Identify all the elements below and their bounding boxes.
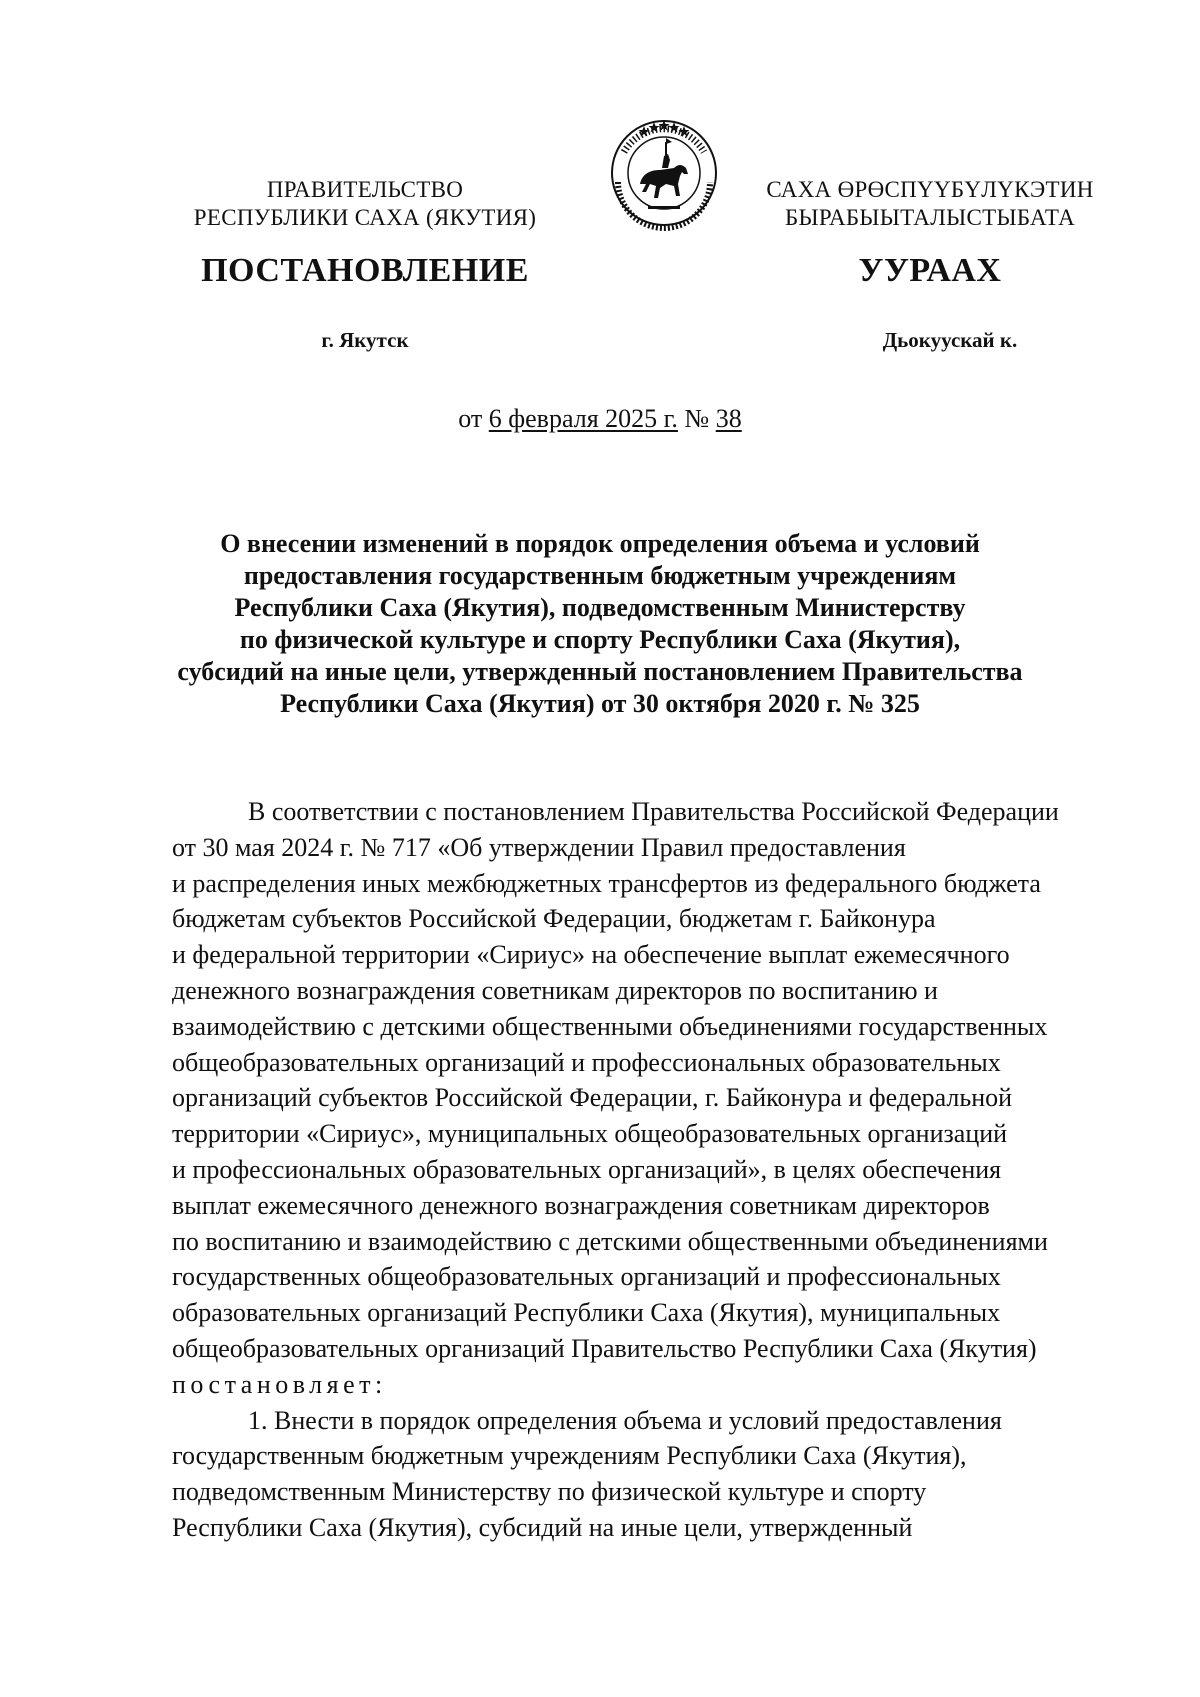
government-name-yakut xyxy=(740,176,1120,232)
body-line: взаимодействию с детскими общественными объединениями государственных xyxy=(172,1011,1048,1041)
title-line: Республики Саха (Якутия), подведомственным Министерству xyxy=(234,593,966,622)
city-yakut: Дьокуускай к. xyxy=(882,328,1018,352)
org-line: РЕСПУБЛИКИ САХА (ЯКУТИЯ) xyxy=(193,205,537,230)
coat-of-arms-icon xyxy=(604,112,724,234)
body-line: денежного вознаграждения советникам директоров по воспитанию и xyxy=(172,975,938,1005)
body-line: Республики Саха (Якутия), субсидий на иные цели, утвержденный xyxy=(172,1512,913,1542)
body-line: по воспитанию и взаимодействию с детскими общественными объединениями xyxy=(172,1226,1048,1256)
resolves-word: постановляет: xyxy=(172,1369,387,1399)
body-line: бюджетам субъектов Российской Федерации, бюджетам г. Байконура xyxy=(172,904,936,934)
document-body xyxy=(172,794,1120,1546)
government-name-russian xyxy=(160,176,570,232)
number-sign: № xyxy=(684,404,710,433)
body-line: 1. Внести в порядок определения объема и условий предоставления xyxy=(248,1405,1002,1435)
body-line: В соответствии с постановлением Правительства Российской Федерации xyxy=(248,797,1059,826)
body-line: государственных общеобразовательных организаций и профессиональных xyxy=(172,1262,1001,1292)
body-line: и распределения иных межбюджетных трансфертов из федерального бюджета xyxy=(172,868,1041,898)
org-line: САХА ӨРӨСПҮҮБҮЛҮКЭТИН xyxy=(766,177,1094,202)
document-date-number xyxy=(0,404,1200,434)
document-type-yakut: УУРААХ xyxy=(858,252,1002,289)
city-russian: г. Якутск xyxy=(321,328,409,352)
title-line: субсидий на иные цели, утвержденный постановлением Правительства xyxy=(177,657,1023,686)
org-line: БЫРАБЫЫТАЛЫСТЫБАТА xyxy=(784,205,1076,230)
body-line: общеобразовательных организаций и профессиональных образовательных xyxy=(172,1047,1001,1077)
title-line: Республики Саха (Якутия) от 30 октября 2020 г. № 325 xyxy=(280,689,920,718)
document-number: 38 xyxy=(715,404,742,433)
body-line: подведомственным Министерству по физической культуре и спорту xyxy=(172,1477,927,1507)
body-line: и профессиональных образовательных организаций», в целях обеспечения xyxy=(172,1154,1002,1184)
document-date: 6 февраля 2025 г. xyxy=(488,404,678,433)
body-line: общеобразовательных организаций Правительство Республики Саха (Якутия) xyxy=(172,1333,1037,1363)
body-line: государственным бюджетным учреждениям Республики Саха (Якутия), xyxy=(172,1441,967,1471)
body-line: и федеральной территории «Сириус» на обеспечение выплат ежемесячного xyxy=(172,940,1010,970)
document-type-russian: ПОСТАНОВЛЕНИЕ xyxy=(201,252,529,289)
body-line: территории «Сириус», муниципальных общеобразовательных организаций xyxy=(172,1119,1008,1149)
title-line: О внесении изменений в порядок определения объема и условий xyxy=(220,529,980,558)
body-line: образовательных организаций Республики Саха (Якутия), муниципальных xyxy=(172,1298,1001,1328)
title-line: предоставления государственным бюджетным учреждениям xyxy=(243,561,957,590)
document-title xyxy=(170,528,1030,720)
body-line: организаций субъектов Российской Федерации, г. Байконура и федеральной xyxy=(172,1083,1013,1113)
body-line: от 30 мая 2024 г. № 717 «Об утверждении Правил предоставления xyxy=(172,832,906,862)
body-line: выплат ежемесячного денежного вознаграждения советникам директоров xyxy=(172,1190,990,1220)
org-line: ПРАВИТЕЛЬСТВО xyxy=(266,177,464,202)
title-line: по физической культуре и спорту Республики Саха (Якутия), xyxy=(239,625,961,654)
date-prefix: от xyxy=(458,404,483,433)
